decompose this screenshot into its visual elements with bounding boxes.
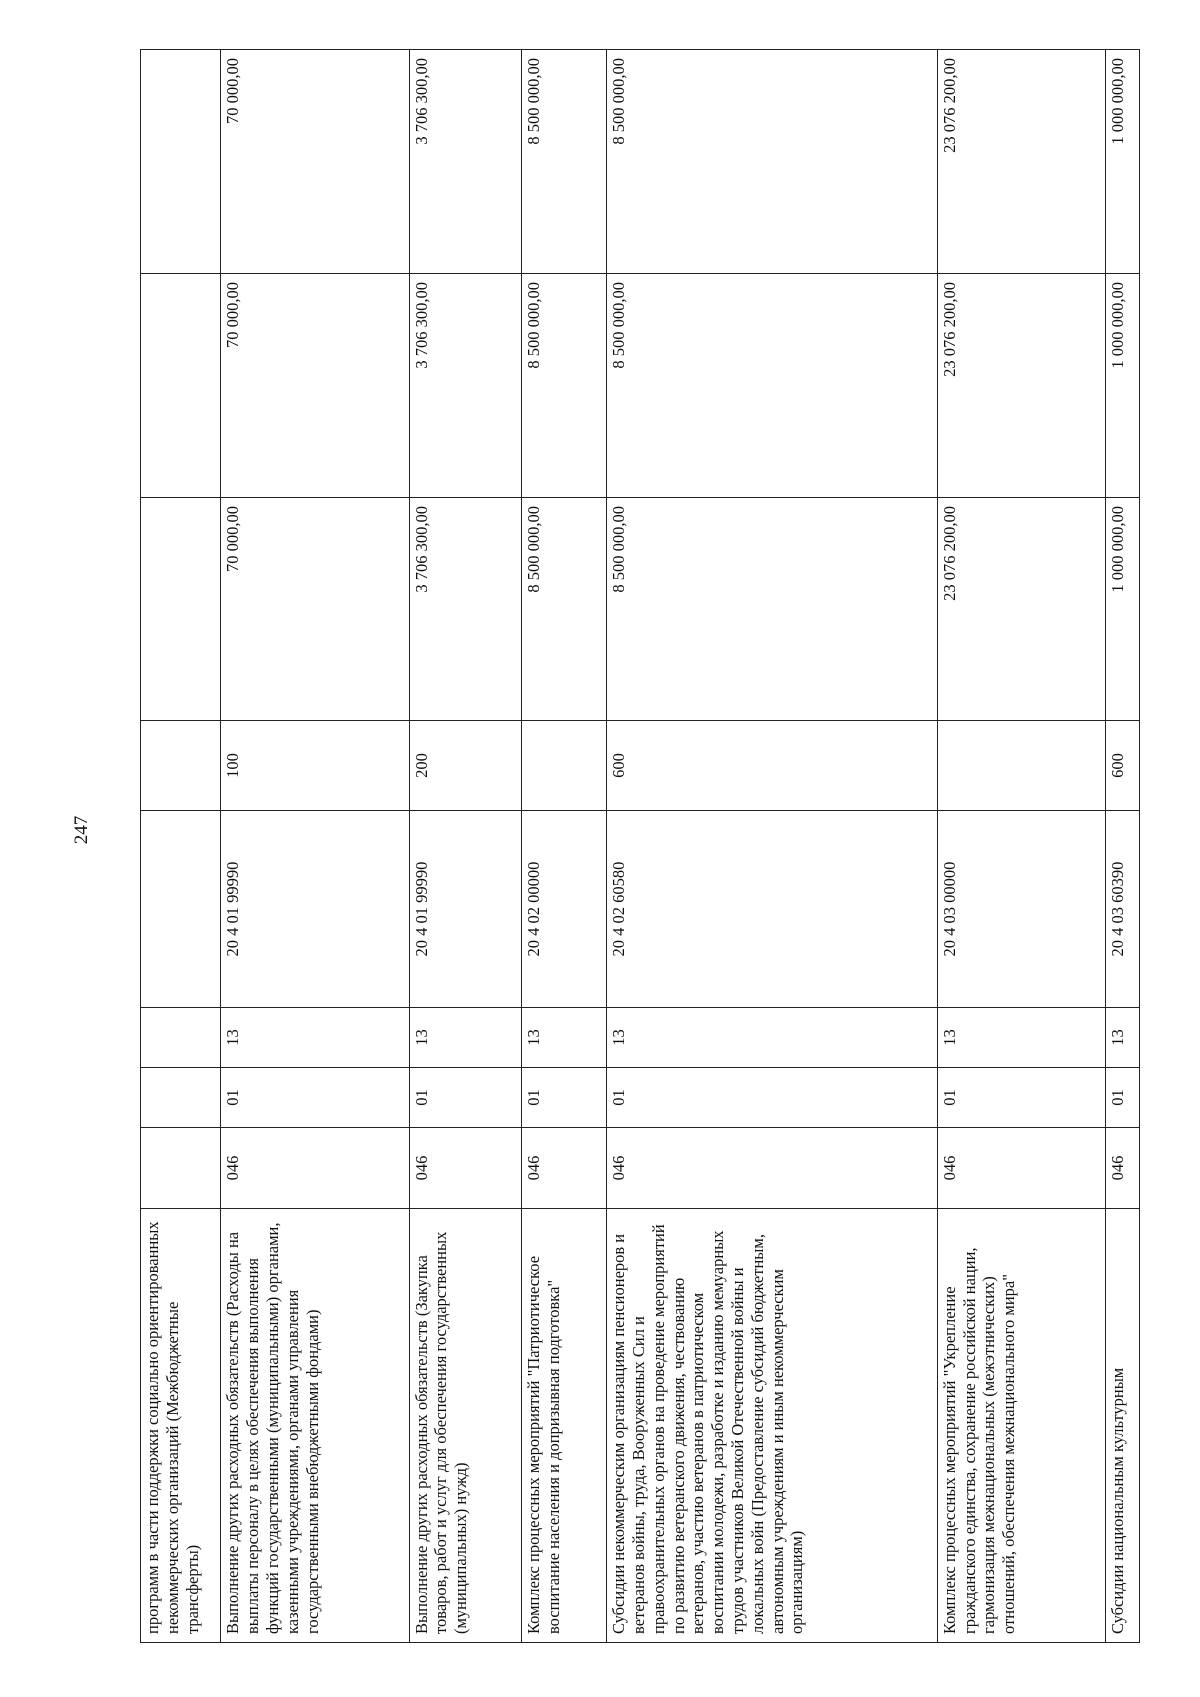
- row-name: Выполнение других расходных обязательств (Расходы на выплаты персоналу в целях обеспечения выполнения функций государственными (муниципальными) органами, казенными учреждениями, органами управления государственными внебюджетными фондами): [221, 1209, 409, 1643]
- amount-year-3: 1 000 000,00: [1105, 50, 1139, 274]
- table-row: [1105, 50, 1139, 1643]
- amount-year-3: 8 500 000,00: [607, 50, 938, 274]
- subsection-code: 13: [409, 1008, 522, 1068]
- amount-year-1: 3 706 300,00: [409, 498, 522, 721]
- section-code: 01: [409, 1068, 522, 1128]
- row-name: Выполнение других расходных обязательств (Закупка товаров, работ и услуг для обеспечения государственных (муниципальных) нужд): [409, 1209, 522, 1643]
- expense-type-code: [141, 721, 221, 811]
- section-code: 01: [607, 1068, 938, 1128]
- ved-code: 046: [409, 1128, 522, 1209]
- target-item-code: 20 4 03 00000: [937, 811, 1105, 1008]
- amount-year-3: [141, 50, 221, 274]
- subsection-code: 13: [1105, 1008, 1139, 1068]
- row-name: Комплекс процессных мероприятий "Укрепление гражданского единства, сохранение российской нации, гармонизация межнациональных (межэтнических) отношений, обеспечения межнационального мира": [937, 1209, 1105, 1643]
- amount-year-1: 8 500 000,00: [607, 498, 938, 721]
- amount-year-1: 23 076 200,00: [937, 498, 1105, 721]
- table-row: [607, 50, 938, 1643]
- target-item-code: 20 4 02 60580: [607, 811, 938, 1008]
- section-code: 01: [522, 1068, 607, 1128]
- table-row: [221, 50, 409, 1643]
- subsection-code: 13: [937, 1008, 1105, 1068]
- ved-code: [141, 1128, 221, 1209]
- amount-year-1: 1 000 000,00: [1105, 498, 1139, 721]
- expense-type-code: 100: [221, 721, 409, 811]
- section-code: 01: [221, 1068, 409, 1128]
- target-item-code: 20 4 02 00000: [522, 811, 607, 1008]
- ved-code: 046: [1105, 1128, 1139, 1209]
- subsection-code: 13: [221, 1008, 409, 1068]
- page-number: 247: [71, 815, 92, 845]
- amount-year-2: 8 500 000,00: [522, 274, 607, 498]
- expense-type-code: 600: [607, 721, 938, 811]
- row-name: Субсидии некоммерческим организациям пенсионеров и ветеранов войны, труда, Вооруженных Сил и правоохранительных органов на проведение мероприятий по развитию ветеранского движения, чествованию ветеранов, участию ветеранов в патриотическом воспитании молодежи, разработке и изданию мемуарных трудов участников Великой Отечественной войны и локальных войн (Предоставление субсидий бюджетным, автономным учреждениям и иным некоммерческим организациям): [607, 1209, 938, 1643]
- amount-year-2: 8 500 000,00: [607, 274, 938, 498]
- section-code: 01: [1105, 1068, 1139, 1128]
- ved-code: 046: [607, 1128, 938, 1209]
- amount-year-3: 70 000,00: [221, 50, 409, 274]
- section-code: 01: [937, 1068, 1105, 1128]
- amount-year-1: 8 500 000,00: [522, 498, 607, 721]
- target-item-code: 20 4 01 99990: [221, 811, 409, 1008]
- amount-year-2: 70 000,00: [221, 274, 409, 498]
- table-row: [141, 50, 221, 1643]
- table-row: [409, 50, 522, 1643]
- target-item-code: 20 4 01 99990: [409, 811, 522, 1008]
- table-row: [937, 50, 1105, 1643]
- target-item-code: 20 4 03 60390: [1105, 811, 1139, 1008]
- expense-type-code: [937, 721, 1105, 811]
- row-name: Субсидии национальным культурным: [1105, 1209, 1139, 1643]
- amount-year-2: [141, 274, 221, 498]
- expense-type-code: 600: [1105, 721, 1139, 811]
- budget-table-frame: [140, 50, 1140, 1643]
- amount-year-3: 23 076 200,00: [937, 50, 1105, 274]
- budget-table: [140, 49, 1140, 1643]
- amount-year-1: 70 000,00: [221, 498, 409, 721]
- row-name: программ в части поддержки социально ориентированных некоммерческих организаций (Межбюджетные трансферты): [141, 1209, 221, 1643]
- amount-year-2: 3 706 300,00: [409, 274, 522, 498]
- amount-year-3: 3 706 300,00: [409, 50, 522, 274]
- ved-code: 046: [937, 1128, 1105, 1209]
- rotated-page-content: [140, 50, 1140, 1643]
- ved-code: 046: [522, 1128, 607, 1209]
- section-code: [141, 1068, 221, 1128]
- amount-year-2: 1 000 000,00: [1105, 274, 1139, 498]
- expense-type-code: 200: [409, 721, 522, 811]
- row-name: Комплекс процессных мероприятий "Патриотическое воспитание населения и допризывная подготовка": [522, 1209, 607, 1643]
- expense-type-code: [522, 721, 607, 811]
- amount-year-2: 23 076 200,00: [937, 274, 1105, 498]
- table-row: [522, 50, 607, 1643]
- amount-year-3: 8 500 000,00: [522, 50, 607, 274]
- subsection-code: [141, 1008, 221, 1068]
- subsection-code: 13: [522, 1008, 607, 1068]
- amount-year-1: [141, 498, 221, 721]
- subsection-code: 13: [607, 1008, 938, 1068]
- ved-code: 046: [221, 1128, 409, 1209]
- target-item-code: [141, 811, 221, 1008]
